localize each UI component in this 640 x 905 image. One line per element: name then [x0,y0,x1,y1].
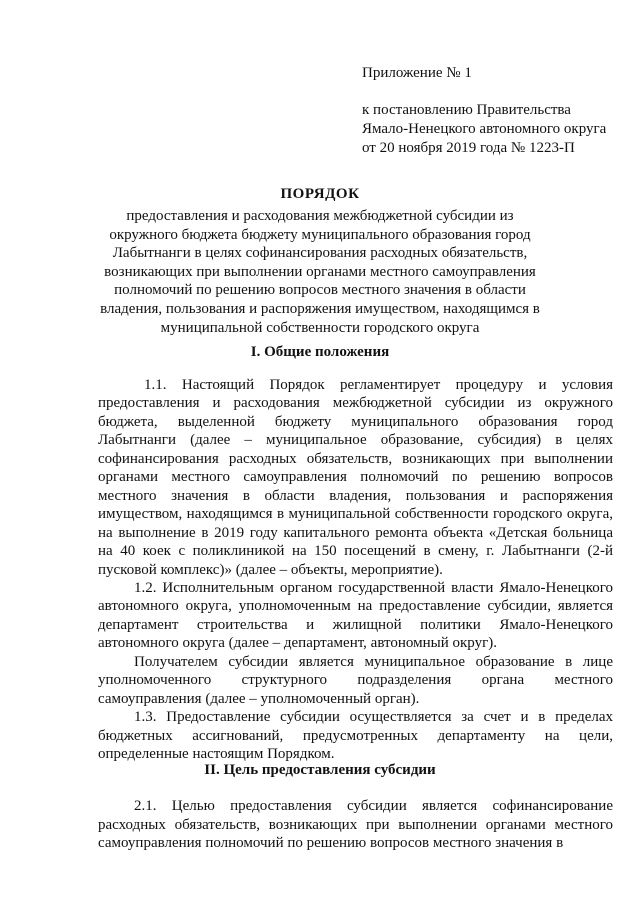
section-1-body [98,376,613,764]
document-subtitle: предоставления и расходования межбюджетной субсидии из окружного бюджета бюджету муниципального образования город Лабытнанги в целях софинансирования расходных обязательств, возникающих при выполнении органами местного самоуправления полномочий по решению вопросов местного значения в области владения, пользования и распоряжения имуществом, находящимся в муниципальной собственности городского округа [100,208,540,336]
paragraph-1-2: 1.2. Исполнительным органом государственной власти Ямало-Ненецкого автономного округа, уполномоченным на предоставление субсидии, является департамент строительства и жилищной политики Ямало-Ненецкого автономного округа (далее – департамент, автономный округ). [98,579,613,652]
paragraph-1-3: 1.3. Предоставление субсидии осуществляется за счет и в пределах бюджетных ассигнований, предусмотренных департаменту на цели, определенные настоящим Порядком. [98,709,613,763]
section-2-body [98,797,613,853]
section-2-heading: II. Цель предоставления субсидии [204,762,436,778]
appendix-line-2: Ямало-Ненецкого автономного округа [362,121,607,137]
appendix-title: Приложение № 1 [362,65,472,81]
document-title: ПОРЯДОК [280,186,360,202]
appendix-line-3: от 20 ноября 2019 года № 1223-П [362,140,575,156]
paragraph-1-2-recipient: Получателем субсидии является муниципальное образование в лице уполномоченного структурного подразделения органа местного самоуправления (далее – уполномоченный орган). [98,653,613,707]
appendix-block [362,64,622,158]
paragraph-1-1: 1.1. Настоящий Порядок регламентирует процедуру и условия предоставления и расходования межбюджетной субсидии из окружного бюджета, выделенной бюджету муниципального образования город Лабытнанги (далее – муниципальное образование, субсидия) в целях софинансирования расходных обязательств, возникающих при выполнении органами местного самоуправления полномочий по решению вопросов местного значения в области владения, пользования и распоряжения имуществом, находящимся в муниципальной собственности городского округа, на выполнение в 2019 году капитального ремонта объекта «Детская больница на 40 коек с поликлиникой на 150 посещений в смену, г. Лабытнанги (2-й пусковой комплекс)» (далее – объекты, мероприятие). [98,377,613,578]
section-1-heading: I. Общие положения [250,344,390,360]
paragraph-2-1: 2.1. Целью предоставления субсидии является софинансирование расходных обязательств, возникающих при выполнении органами местного самоуправления полномочий по решению вопросов местного значения в [98,798,613,852]
appendix-line-1: к постановлению Правительства [362,102,571,118]
